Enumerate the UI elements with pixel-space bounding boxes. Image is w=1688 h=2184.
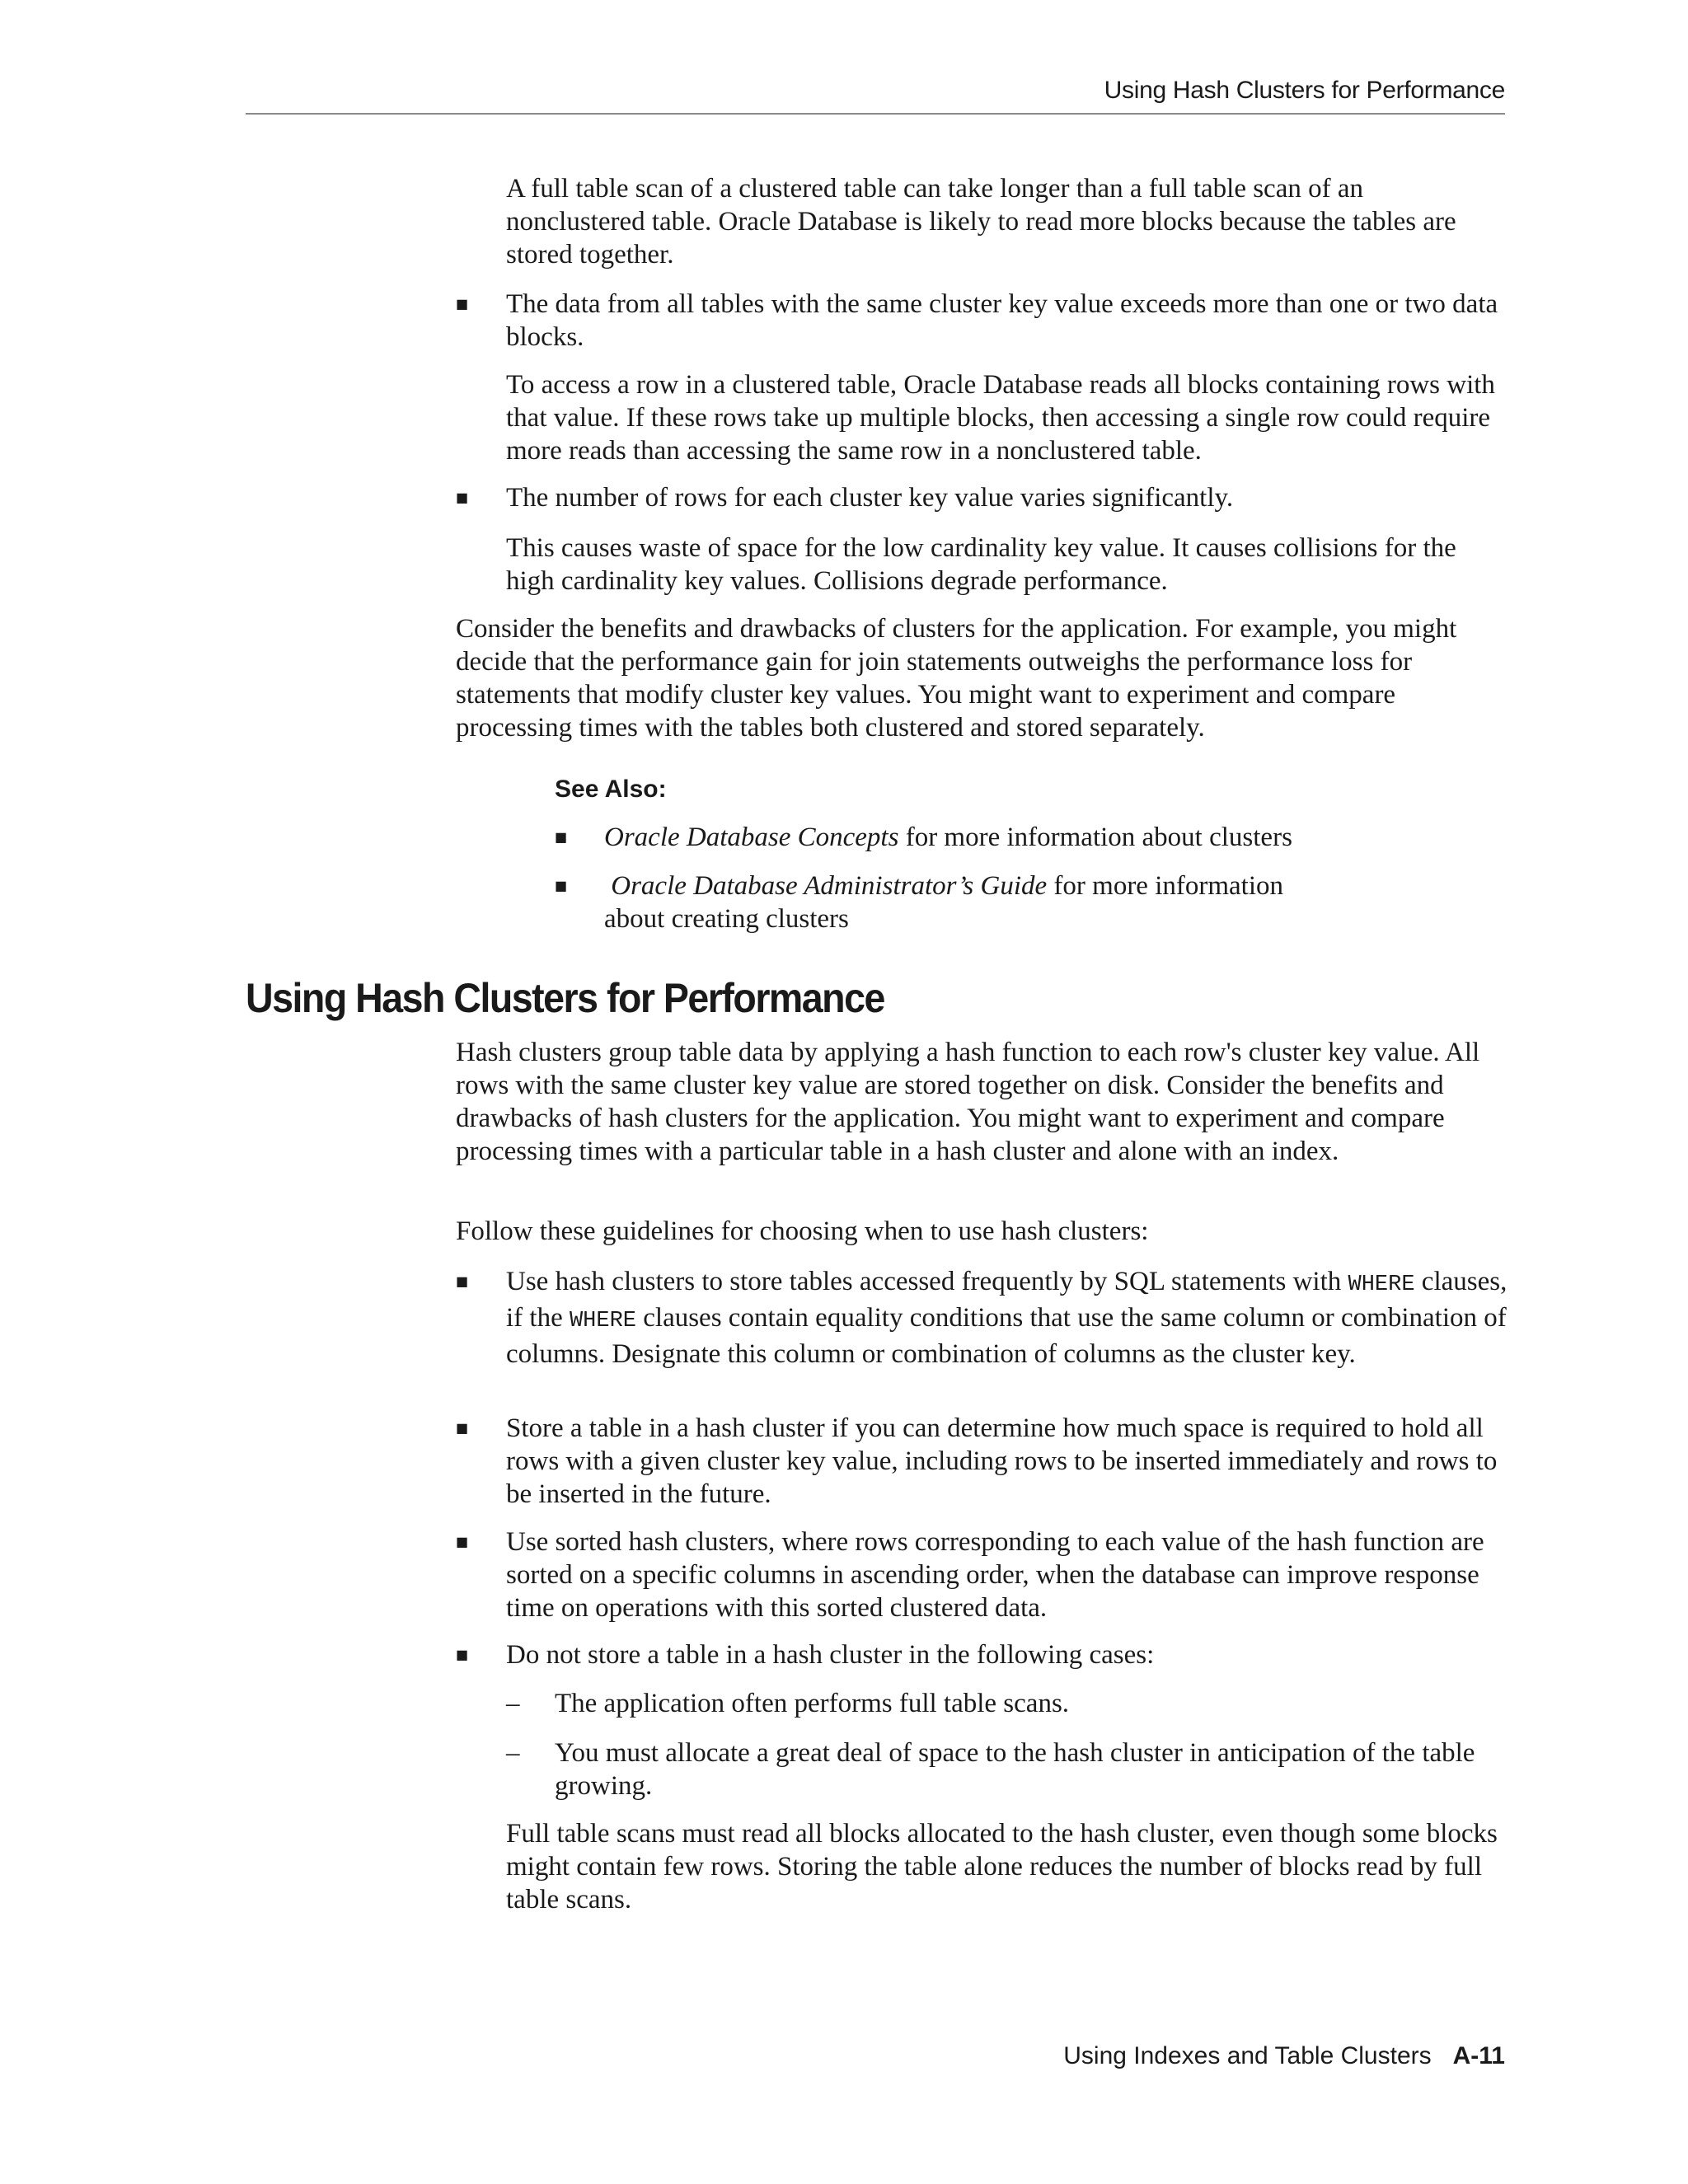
bullet-square-icon: ■ (456, 490, 469, 505)
code-where: WHERE (1348, 1272, 1415, 1297)
bullet-exceeds-blocks: The data from all tables with the same cluster key value exceeds more than one or two data blocks. (506, 289, 1498, 352)
bullet-square-icon: ■ (456, 1273, 469, 1289)
bullet-square-icon: ■ (456, 1420, 469, 1436)
bullet-square-icon: ■ (456, 1534, 469, 1549)
code-where: WHERE (569, 1309, 636, 1333)
subitem-allocate-space: You must allocate a great deal of space to the hash cluster in anticipation of the table growing. (555, 1738, 1475, 1801)
book-title-link[interactable]: Oracle Database Administrator’s Guide (611, 871, 1048, 901)
paragraph-hash-intro: Hash clusters group table data by applying a hash function to each row's cluster key value. All rows with the same cluster key value are stored together on disk. Consider the benefits and drawbacks of hash clusters for the application. You might want to experiment and compare processing times with a particular table in a hash cluster and alone with an index. (456, 1038, 1480, 1166)
see-also-item-admin-guide: Oracle Database Administrator’s Guide for more information about creating clusters (604, 871, 1284, 934)
footer-book-title: Using Indexes and Table Clusters (1063, 2042, 1432, 2069)
dash-icon: – (506, 1738, 520, 1768)
bullet-square-icon: ■ (555, 878, 568, 893)
bullet-sorted-hash-clusters: Use sorted hash clusters, where rows corresponding to each value of the hash function are sorted on a specific columns in ascending order, when the database can improve response time on operations with this sorted clustered data. (506, 1527, 1484, 1623)
paragraph-access-row: To access a row in a clustered table, Oracle Database reads all blocks containing rows with that value. If these rows take up multiple blocks, then accessing a single row could require more reads than accessing the same row in a nonclustered table. (506, 370, 1495, 466)
header-rule (246, 113, 1505, 115)
bullet-rows-vary: The number of rows for each cluster key value varies significantly. (506, 483, 1234, 513)
running-header: Using Hash Clusters for Performance (1104, 77, 1505, 104)
see-also-label: See Also: (555, 776, 667, 803)
paragraph-follow-guidelines: Follow these guidelines for choosing when to use hash clusters: (456, 1216, 1149, 1246)
paragraph-consider-benefits: Consider the benefits and drawbacks of clusters for the application. For example, you might decide that the performance gain for join statements outweighs the performance loss for statements that modify cluster key values. You might want to experiment and compare processing times with the tables both clustered and stored separately. (456, 614, 1457, 743)
bullet-square-icon: ■ (456, 296, 469, 312)
subitem-full-table-scans: The application often performs full table scans. (555, 1689, 1070, 1718)
paragraph-waste-of-space: This causes waste of space for the low cardinality key value. It causes collisions for the high cardinality key values. Collisions degrade performance. (506, 533, 1456, 596)
page-footer (246, 2041, 1505, 2071)
bullet-square-icon: ■ (555, 829, 568, 845)
paragraph-full-table-scan: A full table scan of a clustered table can take longer than a full table scan of an nonclustered table. Oracle Database is likely to read more blocks because the tables are stored together. (506, 174, 1456, 269)
bullet-do-not-store: Do not store a table in a hash cluster in the following cases: (506, 1640, 1155, 1670)
paragraph-full-table-scans-read: Full table scans must read all blocks allocated to the hash cluster, even though some blocks might contain few rows. Storing the table alone reduces the number of blocks read by full table scans. (506, 1819, 1498, 1915)
book-title-link[interactable]: Oracle Database Concepts (604, 823, 899, 852)
bullet-store-table: Store a table in a hash cluster if you can determine how much space is required to hold all rows with a given cluster key value, including rows to be inserted immediately and rows to be inserted in the future. (506, 1413, 1498, 1509)
page-number: A-11 (1452, 2042, 1505, 2069)
bullet-use-hash-clusters: Use hash clusters to store tables accessed frequently by SQL statements with WHERE clauses, if the WHERE clauses contain equality conditions that use the same column or combination of columns. Designate this column or combination of columns as the cluster key. (506, 1267, 1507, 1369)
dash-icon: – (506, 1689, 520, 1718)
bullet-square-icon: ■ (456, 1647, 469, 1662)
section-heading: Using Hash Clusters for Performance (246, 975, 884, 1021)
see-also-item-concepts: Oracle Database Concepts for more information about clusters (604, 823, 1292, 852)
